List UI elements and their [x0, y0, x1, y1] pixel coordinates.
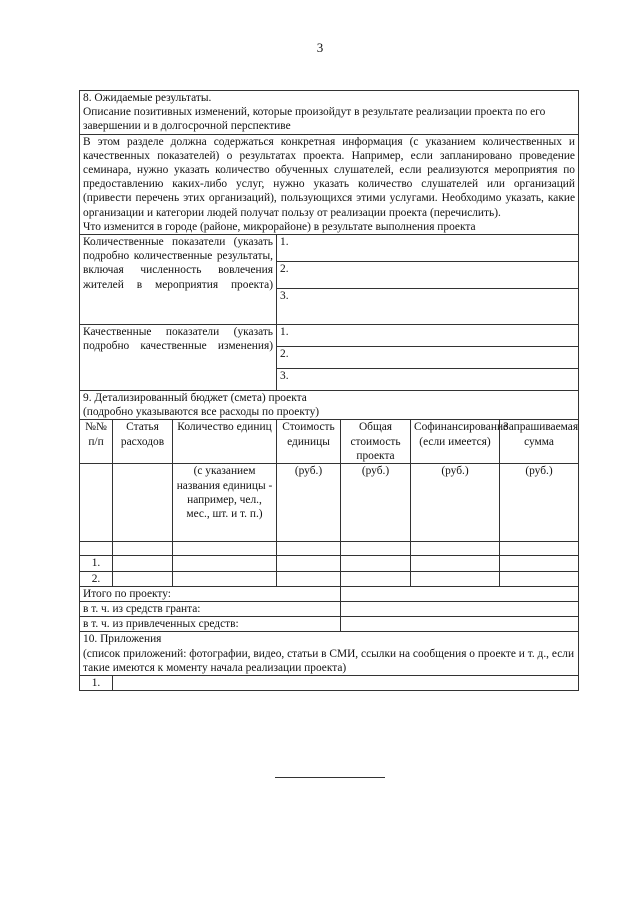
unit-cost-note: (руб.) — [277, 464, 341, 542]
attracted-funds-value[interactable] — [341, 617, 579, 632]
col-header-item: Статья расходов — [113, 420, 173, 464]
budget-subheader-empty — [80, 464, 113, 542]
budget-subheader-empty — [113, 464, 173, 542]
quantitative-item[interactable]: 3. — [277, 289, 579, 325]
total-note: (руб.) — [341, 464, 411, 542]
quantitative-item[interactable]: 2. — [277, 262, 579, 289]
budget-cell[interactable] — [411, 571, 500, 586]
col-header-total: Общая стоимость проекта — [341, 420, 411, 464]
budget-row-number: 1. — [80, 556, 113, 571]
attachment-cell[interactable] — [113, 676, 579, 691]
qualitative-item[interactable]: 1. — [277, 325, 579, 347]
budget-row — [80, 571, 579, 586]
budget-cell[interactable] — [113, 571, 173, 586]
section8-instruction: В этом разделе должна содержаться конкретная информация (с указанием количественных и качественных показателей) о результатах проекта. Например, если запланировано проведение семинара, нужно указать количество обученных слушателей, если реализуются мероприятия по предоставлению каких-либо услуг, нужно указать количество слушателей или организаций (привести перечень этих организаций), пользующихся этими услугами. Необходимо указать, какие организации и категории людей получат пользу от реализации проекта (перечислить). — [83, 135, 575, 219]
budget-cell[interactable] — [277, 556, 341, 571]
section10-title: 10. Приложения — [83, 633, 162, 646]
signature-line — [275, 777, 385, 778]
section10-header — [80, 632, 579, 676]
qualitative-label: Качественные показатели (указать подробно качественные изменения) — [80, 325, 277, 391]
qualitative-item[interactable]: 3. — [277, 369, 579, 391]
section9-subtitle: (подробно указываются все расходы по проекту) — [83, 406, 320, 419]
budget-cell[interactable] — [500, 556, 579, 571]
budget-spacer-row — [80, 542, 579, 556]
qualitative-item[interactable]: 2. — [277, 347, 579, 369]
budget-row-number: 2. — [80, 571, 113, 586]
total-value[interactable] — [341, 586, 579, 601]
cofinancing-note: (руб.) — [411, 464, 500, 542]
grant-funds-value[interactable] — [341, 602, 579, 617]
section8-body — [80, 134, 579, 234]
col-header-unit-cost: Стоимость единицы — [277, 420, 341, 464]
budget-cell[interactable] — [277, 571, 341, 586]
total-label: Итого по проекту: — [80, 586, 341, 601]
form-table — [79, 90, 579, 691]
budget-cell[interactable] — [341, 571, 411, 586]
budget-cell[interactable] — [173, 556, 277, 571]
section8-header — [80, 91, 579, 135]
page-number: 3 — [316, 40, 324, 55]
quantitative-item[interactable]: 1. — [277, 235, 579, 262]
section8-question: Что изменится в городе (районе, микрорайоне) в результате выполнения проекта — [83, 220, 476, 233]
requested-note: (руб.) — [500, 464, 579, 542]
section8-subtitle: Описание позитивных изменений, которые произойдут в результате реализации проекта по его завершении и в долгосрочной перспективе — [83, 106, 546, 133]
col-header-requested: Запрашиваемая сумма — [500, 420, 579, 464]
col-header-quantity: Количество единиц — [173, 420, 277, 464]
col-header-number: №№ п/п — [80, 420, 113, 464]
budget-cell[interactable] — [411, 556, 500, 571]
col-header-cofinancing: Софинансирование (если имеется) — [411, 420, 500, 464]
section10-description: (список приложений: фотографии, видео, статьи в СМИ, ссылки на сообщения о проекте и т. д., если такие имеются к моменту начала реализации проекта) — [83, 647, 575, 674]
quantitative-label: Количественные показатели (указать подробно количественные результаты, включая численность вовлечения жителей в мероприятия проекта) — [80, 235, 277, 325]
application-form — [79, 90, 578, 691]
section8-title: 8. Ожидаемые результаты. — [83, 92, 212, 104]
budget-cell[interactable] — [341, 556, 411, 571]
quantity-note: (с указанием названия единицы - например, чел., мес., шт. и т. п.) — [173, 464, 277, 542]
section9-title: 9. Детализированный бюджет (смета) проекта — [83, 392, 307, 405]
section9-header — [80, 391, 579, 420]
budget-row — [80, 556, 579, 571]
budget-cell[interactable] — [113, 556, 173, 571]
budget-cell[interactable] — [173, 571, 277, 586]
grant-funds-label: в т. ч. из средств гранта: — [80, 602, 341, 617]
attachment-row-number: 1. — [80, 676, 113, 691]
budget-cell[interactable] — [500, 571, 579, 586]
attracted-funds-label: в т. ч. из привлеченных средств: — [80, 617, 341, 632]
